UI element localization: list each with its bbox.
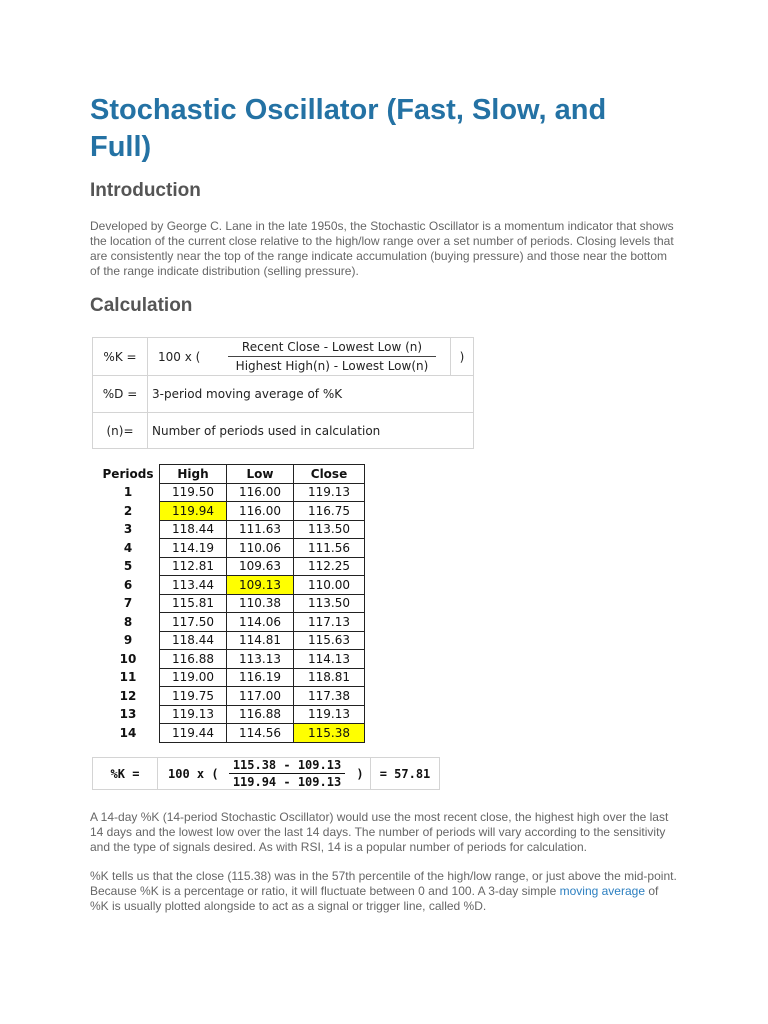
high-cell: 119.75	[160, 687, 227, 706]
header-high: High	[160, 465, 227, 484]
high-cell: 114.19	[160, 539, 227, 558]
d-text: 3-period moving average of %K	[148, 376, 474, 413]
close-cell: 113.50	[294, 594, 365, 613]
result-numerator: 115.38 - 109.13	[229, 758, 345, 774]
period-cell: 7	[123, 596, 133, 611]
high-cell: 118.44	[160, 631, 227, 650]
period-cell: 1	[123, 485, 133, 500]
high-cell: 112.81	[160, 557, 227, 576]
period-cell: 12	[119, 688, 137, 703]
low-cell: 116.88	[227, 705, 294, 724]
result-label: %K =	[93, 758, 158, 790]
low-cell: 110.38	[227, 594, 294, 613]
low-cell: 114.06	[227, 613, 294, 632]
table-row	[97, 705, 365, 724]
k-fraction	[214, 338, 451, 376]
table-row	[97, 502, 365, 521]
period-cell: 11	[119, 670, 137, 685]
header-low: Low	[227, 465, 294, 484]
close-cell: 113.50	[294, 520, 365, 539]
high-cell: 119.50	[160, 483, 227, 502]
table-row	[97, 594, 365, 613]
close-cell: 118.81	[294, 668, 365, 687]
close-cell: 115.38	[294, 724, 365, 743]
formula-table	[92, 337, 474, 449]
table-row	[97, 724, 365, 743]
close-cell: 112.25	[294, 557, 365, 576]
close-cell: 119.13	[294, 483, 365, 502]
high-cell: 119.00	[160, 668, 227, 687]
period-cell: 9	[123, 633, 133, 648]
period-cell: 13	[119, 707, 137, 722]
low-cell: 117.00	[227, 687, 294, 706]
close-cell: 117.38	[294, 687, 365, 706]
high-cell: 119.94	[160, 502, 227, 521]
period-cell: 8	[123, 614, 133, 629]
close-cell: 114.13	[294, 650, 365, 669]
k-suffix: )	[451, 338, 474, 376]
low-cell: 116.19	[227, 668, 294, 687]
header-close: Close	[294, 465, 365, 484]
para2-text-before: %K tells us that the close (115.38) was in the 57th percentile of the high/low range, or just above the mid-point. Because %K is a percentage or ratio, it will fluctuate between 0 and 100. A 3-day simple	[90, 869, 677, 898]
period-cell: 4	[123, 540, 133, 555]
low-cell: 111.63	[227, 520, 294, 539]
low-cell: 116.00	[227, 502, 294, 521]
page-title: Stochastic Oscillator (Fast, Slow, and Full)	[90, 94, 607, 163]
close-cell: 110.00	[294, 576, 365, 595]
close-cell: 116.75	[294, 502, 365, 521]
price-data-table	[97, 464, 365, 743]
n-label: (n)=	[93, 413, 148, 449]
table-row	[97, 483, 365, 502]
low-cell: 116.00	[227, 483, 294, 502]
introduction-heading: Introduction	[90, 180, 201, 201]
table-row	[97, 650, 365, 669]
high-cell: 118.44	[160, 520, 227, 539]
table-row	[97, 576, 365, 595]
low-cell: 109.13	[227, 576, 294, 595]
k-prefix: 100 x (	[148, 338, 215, 376]
low-cell: 109.63	[227, 557, 294, 576]
close-cell: 119.13	[294, 705, 365, 724]
period-cell: 10	[119, 651, 137, 666]
table-row	[97, 631, 365, 650]
table-row	[97, 520, 365, 539]
k-denominator: Highest High(n) - Lowest Low(n)	[235, 359, 429, 373]
low-cell: 114.81	[227, 631, 294, 650]
n-text: Number of periods used in calculation	[148, 413, 474, 449]
period-cell: 2	[123, 503, 133, 518]
high-cell: 115.81	[160, 594, 227, 613]
k-label: %K =	[93, 338, 148, 376]
table-row	[97, 668, 365, 687]
table-row	[97, 557, 365, 576]
result-denominator: 119.94 - 109.13	[232, 775, 342, 789]
k-numerator: Recent Close - Lowest Low (n)	[228, 340, 437, 357]
para2-text-after: of %K is usually plotted alongside to act as a signal or trigger line, called %D.	[90, 884, 659, 913]
result-prefix: 100 x (	[158, 758, 225, 790]
close-cell: 117.13	[294, 613, 365, 632]
period-cell: 14	[119, 725, 137, 740]
result-value: = 57.81	[371, 758, 440, 790]
high-cell: 119.13	[160, 705, 227, 724]
result-suffix: )	[350, 758, 371, 790]
table-row	[97, 539, 365, 558]
high-cell: 119.44	[160, 724, 227, 743]
explanation-paragraph-1: A 14-day %K (14-period Stochastic Oscillator) would use the most recent close, the highest high over the last 14 days and the lowest low over the last 14 days. The number of periods will vary according to the sensitivity and the type of signals desired. As with RSI, 14 is a popular number of periods for calculation.	[90, 810, 669, 854]
result-fraction	[224, 758, 350, 790]
table-row	[97, 687, 365, 706]
low-cell: 114.56	[227, 724, 294, 743]
high-cell: 117.50	[160, 613, 227, 632]
d-label: %D =	[93, 376, 148, 413]
introduction-paragraph: Developed by George C. Lane in the late 1950s, the Stochastic Oscillator is a momentum indicator that shows the location of the current close relative to the high/low range over a set number of periods. Closing levels that are consistently near the top of the range indicate accumulation (buying pressure) and those near the bottom of the range indicate distribution (selling pressure).	[90, 219, 674, 278]
period-cell: 5	[123, 559, 133, 574]
period-cell: 3	[123, 522, 133, 537]
low-cell: 110.06	[227, 539, 294, 558]
moving-average-link[interactable]: moving average	[559, 884, 645, 898]
explanation-paragraph-2	[90, 869, 678, 914]
close-cell: 111.56	[294, 539, 365, 558]
close-cell: 115.63	[294, 631, 365, 650]
low-cell: 113.13	[227, 650, 294, 669]
calculation-heading: Calculation	[90, 295, 193, 316]
table-row	[97, 613, 365, 632]
period-cell: 6	[123, 577, 133, 592]
result-formula	[92, 757, 440, 790]
high-cell: 116.88	[160, 650, 227, 669]
high-cell: 113.44	[160, 576, 227, 595]
header-periods: Periods	[102, 466, 154, 481]
